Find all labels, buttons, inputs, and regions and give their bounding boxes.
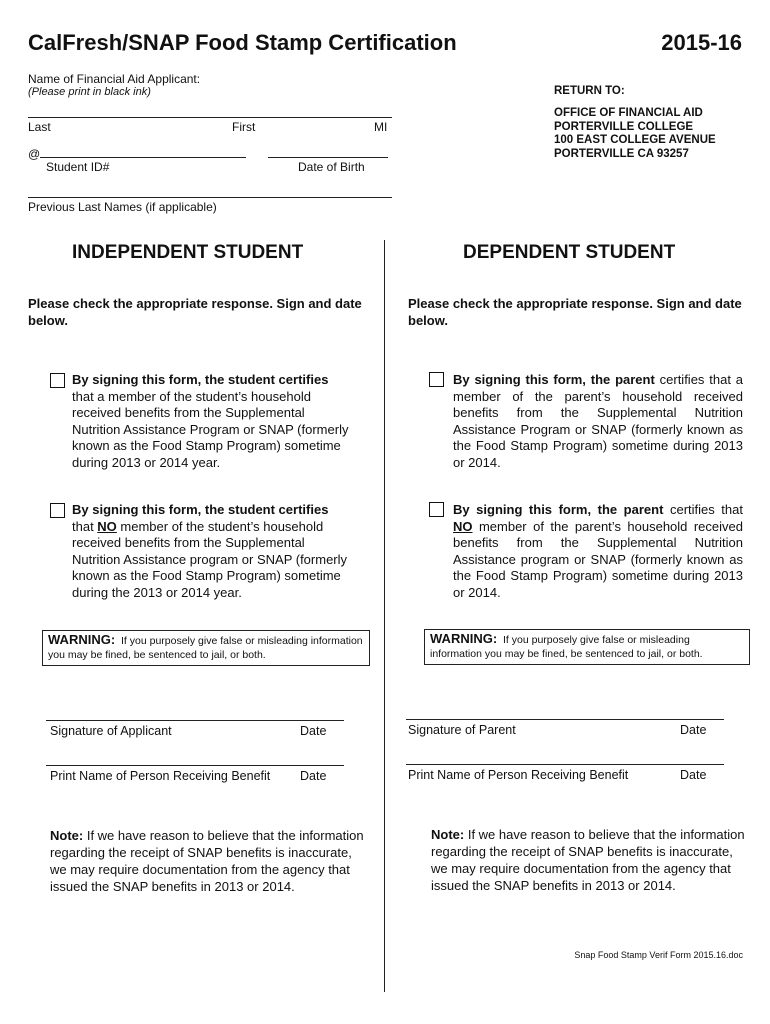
dependent-option2-text [453, 502, 743, 601]
dependent-option2-no: NO [453, 518, 473, 534]
independent-option1-text [72, 372, 355, 471]
independent-option2-bold: By signing this form, the student certifies [72, 502, 329, 517]
dependent-option2-bold: By signing this form, the parent [453, 502, 664, 517]
independent-warning-text: If you purposely give false or misleading information you may be fined, be sentenced to jail, or both. [48, 635, 363, 661]
independent-option2-body: member of the student’s household received benefits from the Supplemental Nutrition Assistance program or SNAP (formerly known as the Food Stamp Program) sometime during the 2013 or 2014 year. [72, 518, 348, 600]
dependent-option2-checkbox[interactable] [429, 502, 444, 517]
parent-print-name-line[interactable] [406, 764, 724, 765]
dependent-option2-pre: certifies that [663, 502, 743, 517]
return-line-office: OFFICE OF FINANCIAL AID [554, 107, 703, 119]
parent-print-date-label: Date [680, 768, 707, 782]
independent-option1-checkbox[interactable] [50, 373, 65, 388]
parent-print-name-label: Print Name of Person Receiving Benefit [408, 768, 629, 782]
independent-note-text: If we have reason to believe that the information regarding the receipt of SNAP benefits is inaccurate, we may require documentation from the agency that issued the SNAP benefits in 2013 or 2014. [50, 828, 364, 894]
dependent-warning-text: If you purposely give false or misleading information you may be fined, be sentenced to jail, or both. [430, 634, 703, 660]
independent-option1-body: that a member of the student’s household received benefits from the Supplemental Nutrition Assistance Program or SNAP (formerly known as the Food Stamp Program) sometime during 2013 or 2014 year. [72, 388, 349, 470]
return-line-street: 100 EAST COLLEGE AVENUE [554, 134, 716, 146]
applicant-name-label: Name of Financial Aid Applicant: [28, 72, 201, 86]
independent-instructions: Please check the appropriate response. Sign and date below. [28, 296, 362, 328]
dependent-note [431, 826, 749, 894]
dependent-option1-checkbox[interactable] [429, 372, 444, 387]
first-name-label: First [232, 120, 256, 134]
print-note: (Please print in black ink) [28, 86, 151, 98]
parent-signature-line[interactable] [406, 719, 724, 720]
middle-initial-label: MI [374, 120, 388, 134]
footer-filename: Snap Food Stamp Verif Form 2015.16.doc [574, 950, 743, 960]
independent-option2-pre: that [72, 518, 98, 534]
applicant-signature-label: Signature of Applicant [50, 724, 172, 738]
dependent-note-label: Note: [431, 827, 465, 842]
column-divider [384, 240, 385, 992]
applicant-date-label: Date [300, 724, 327, 738]
dependent-warning-box [424, 629, 750, 665]
applicant-print-name-line[interactable] [46, 765, 344, 766]
independent-option2-text [72, 502, 355, 601]
at-symbol: @ [28, 147, 41, 161]
return-line-college: PORTERVILLE COLLEGE [554, 120, 694, 133]
applicant-print-date-label: Date [300, 769, 327, 783]
independent-heading: INDEPENDENT STUDENT [72, 242, 304, 263]
return-line-city: PORTERVILLE CA 93257 [554, 147, 689, 160]
student-id-line[interactable] [40, 157, 246, 158]
dependent-heading: DEPENDENT STUDENT [463, 242, 676, 263]
name-line[interactable] [28, 117, 392, 118]
form-year: 2015-16 [661, 30, 742, 55]
applicant-signature-line[interactable] [46, 720, 344, 721]
independent-note [50, 827, 368, 895]
independent-option2-checkbox[interactable] [50, 503, 65, 518]
return-to-label: RETURN TO: [554, 85, 625, 97]
applicant-print-name-label: Print Name of Person Receiving Benefit [50, 769, 271, 783]
dependent-option2-body: member of the parent’s household received benefits from the Supplemental Nutrition Assistance program or SNAP (formerly known as the Food Stamp Program) sometime during 2013 or 2014. [453, 518, 743, 600]
previous-names-label: Previous Last Names (if applicable) [28, 200, 217, 214]
dependent-option1-body: certifies that a member of the parent’s household received benefits from the Supplemental Nutrition Assistance Program or SNAP (formerly known as the Food Stamp Program) sometime during 2013 or 2014. [453, 372, 743, 470]
independent-warning-box [42, 630, 370, 666]
independent-option1-bold: By signing this form, the student certifies [72, 372, 329, 387]
parent-signature-label: Signature of Parent [408, 723, 516, 737]
page-title: CalFresh/SNAP Food Stamp Certification [28, 30, 457, 55]
dob-label: Date of Birth [298, 160, 365, 174]
previous-names-line[interactable] [28, 197, 392, 198]
independent-option2-no: NO [97, 518, 117, 534]
independent-note-label: Note: [50, 828, 84, 843]
dob-line[interactable] [268, 157, 388, 158]
dependent-warning-label: WARNING: [430, 631, 498, 646]
dependent-option1-bold: By signing this form, the parent [453, 372, 655, 387]
parent-date-label: Date [680, 723, 707, 737]
student-id-label: Student ID# [46, 160, 110, 174]
dependent-instructions: Please check the appropriate response. Sign and date below. [408, 296, 742, 328]
dependent-option1-text [453, 372, 743, 471]
dependent-note-text: If we have reason to believe that the information regarding the receipt of SNAP benefits is inaccurate, we may require documentation from the agency that issued the SNAP benefits in 2013 or 2014. [431, 827, 745, 893]
return-address [554, 107, 716, 161]
last-name-label: Last [28, 120, 51, 134]
independent-warning-label: WARNING: [48, 632, 116, 647]
